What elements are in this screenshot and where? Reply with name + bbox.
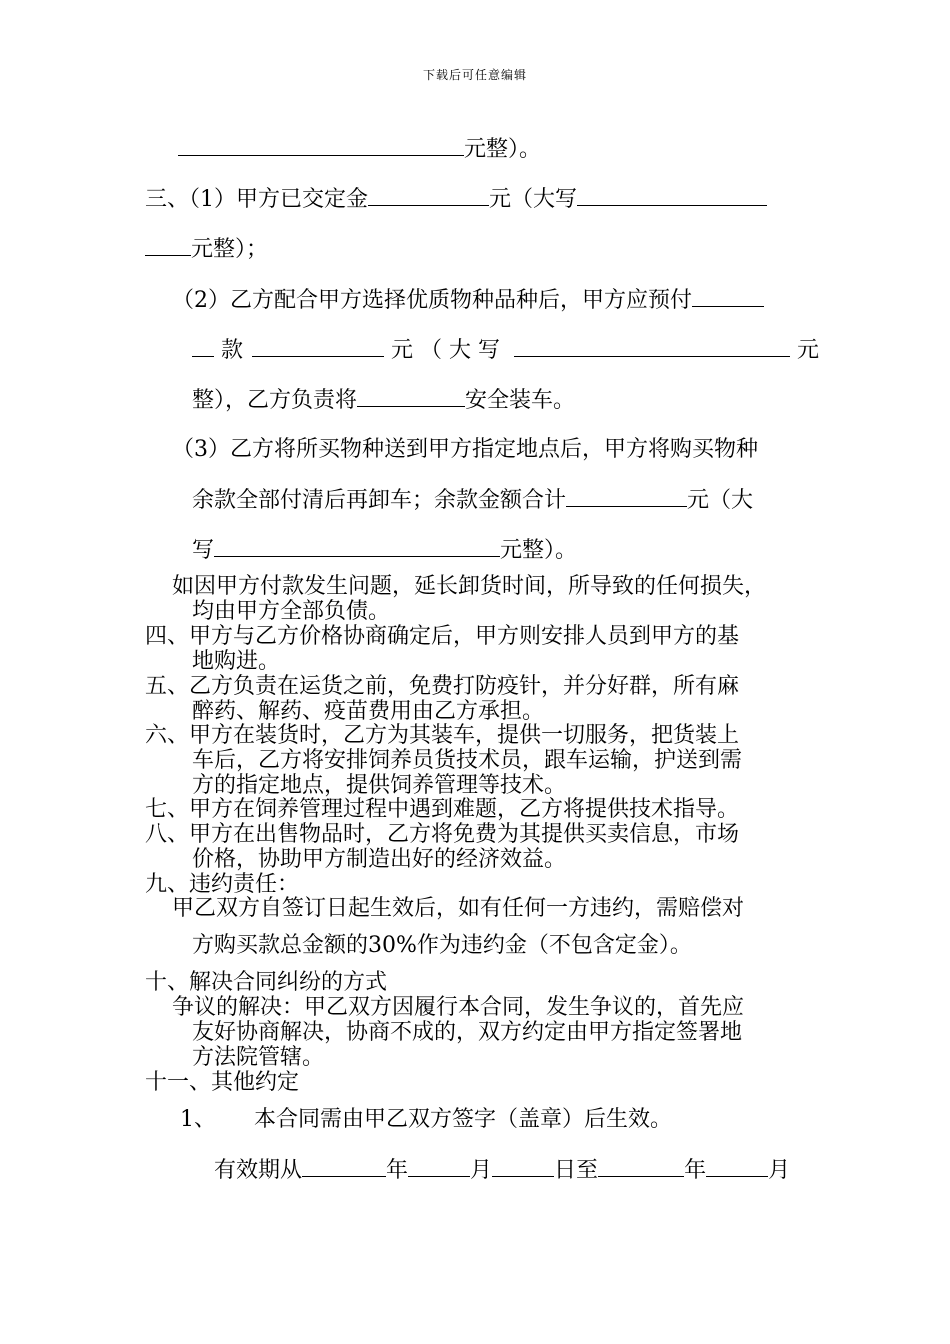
line-text: 月 xyxy=(768,1158,791,1183)
line-text: 安全装车。 xyxy=(465,388,576,413)
line-text: 元 xyxy=(797,338,820,363)
line-text: 七、甲方在饲养管理过程中遇到难题，乙方将提供技术指导。 xyxy=(145,797,740,822)
contract-line xyxy=(172,287,764,314)
contract-line xyxy=(145,1070,299,1096)
contract-line xyxy=(192,933,692,959)
line-text: 三、（1）甲方已交定金 xyxy=(145,187,368,212)
contract-line xyxy=(192,699,544,725)
blank-field xyxy=(514,337,790,357)
blank-field xyxy=(566,487,687,507)
line-text: （3）乙方将所买物种送到甲方指定地点后，甲方将购买物种 xyxy=(172,437,758,462)
line-text: 余款全部付清后再卸车；余款金额合计 xyxy=(192,488,567,513)
line-text: 五、乙方负责在运货之前，免费打防疫针，并分好群，所有麻 xyxy=(145,674,740,699)
blank-field xyxy=(252,337,384,357)
contract-line xyxy=(192,773,566,799)
contract-line xyxy=(192,387,575,414)
blank-field xyxy=(302,1157,386,1177)
contract-line xyxy=(192,1045,324,1071)
line-text: 元整）。 xyxy=(500,538,578,563)
line-text: 年 xyxy=(684,1158,707,1183)
line-text: 九、违约责任： xyxy=(145,872,300,897)
blank-field xyxy=(692,287,764,307)
blank-field xyxy=(492,1157,554,1177)
contract-line xyxy=(145,674,739,700)
line-text: 元（大写 xyxy=(489,187,578,212)
contract-line xyxy=(145,624,739,650)
line-text: 方的指定地点，提供饲养管理等技术。 xyxy=(192,773,567,798)
line-text: 均由甲方全部负债。 xyxy=(192,599,391,624)
line-text: 方购买款总金额的30%作为违约金（不包含定金）。 xyxy=(192,933,692,958)
line-text: 十一、其他约定 xyxy=(145,1070,300,1095)
contract-line xyxy=(172,437,758,463)
line-text: 日至 xyxy=(554,1158,599,1183)
line-text: 本合同需由甲乙双方签字（盖章）后生效。 xyxy=(254,1107,673,1132)
line-text: （2）乙方配合甲方选择优质物种品种后，甲方应预付 xyxy=(172,288,692,313)
line-text: 款 xyxy=(221,338,244,363)
blank-field xyxy=(145,236,191,256)
blank-field xyxy=(577,186,767,206)
contract-line xyxy=(178,136,541,163)
contract-line xyxy=(172,995,744,1021)
line-text: 十、解决合同纠纷的方式 xyxy=(145,970,388,995)
contract-line xyxy=(192,748,742,774)
line-text: 八、甲方在出售物品时，乙方将免费为其提供买卖信息，市场 xyxy=(145,822,740,847)
line-text: 整），乙方负责将 xyxy=(192,388,358,413)
contract-line xyxy=(172,574,766,600)
line-text: 元整）； xyxy=(191,237,269,262)
contract-line xyxy=(214,1157,790,1184)
line-text: 年 xyxy=(386,1158,409,1183)
contract-line xyxy=(192,599,390,625)
contract-line xyxy=(145,186,767,213)
blank-field xyxy=(706,1157,768,1177)
contract-line xyxy=(145,872,299,898)
blank-field xyxy=(214,537,500,557)
line-text: 有效期从 xyxy=(214,1158,303,1183)
line-text: 甲乙双方自签订日起生效后，如有任何一方违约，需赔偿对 xyxy=(172,896,745,921)
contract-line xyxy=(145,797,739,823)
line-text: 车后，乙方将安排饲养员货技术员，跟车运输，护送到需 xyxy=(192,748,743,773)
contract-line xyxy=(180,1107,672,1133)
blank-field xyxy=(408,1157,470,1177)
line-text: 元（大 xyxy=(687,488,754,513)
contract-line xyxy=(192,537,577,564)
line-text: 方法院管辖。 xyxy=(192,1045,325,1070)
line-text: 醉药、解药、疫苗费用由乙方承担。 xyxy=(192,699,545,724)
blank-field xyxy=(178,136,464,156)
line-text: 元（大写 xyxy=(391,338,508,363)
line-text: 六、甲方在装货时，乙方为其装车，提供一切服务，把货装上 xyxy=(145,723,740,748)
contract-line xyxy=(192,847,566,873)
contract-line xyxy=(192,649,280,675)
line-text: 地购进。 xyxy=(192,649,281,674)
blank-field xyxy=(192,337,214,357)
blank-field xyxy=(368,186,489,206)
line-text: 价格，协助甲方制造出好的经济效益。 xyxy=(192,847,567,872)
line-text: 如因甲方付款发生问题，延长卸货时间，所导致的任何损失， xyxy=(172,574,767,599)
line-text: 友好协商解决，协商不成的，双方约定由甲方指定签署地 xyxy=(192,1020,743,1045)
contract-line xyxy=(172,896,744,922)
contract-line xyxy=(192,337,819,364)
item-number: 1、 xyxy=(180,1107,216,1132)
contract-line xyxy=(145,970,387,996)
page-header: 下载后可任意编辑 xyxy=(422,68,527,82)
contract-line xyxy=(192,487,753,514)
line-text: 争议的解决：甲乙双方因履行本合同，发生争议的，首先应 xyxy=(172,995,745,1020)
line-text: 四、甲方与乙方价格协商确定后，甲方则安排人员到甲方的基 xyxy=(145,624,740,649)
contract-line xyxy=(145,236,268,263)
contract-line xyxy=(145,822,739,848)
blank-field xyxy=(598,1157,684,1177)
contract-line xyxy=(145,723,739,749)
contract-line xyxy=(192,1020,742,1046)
line-text: 写 xyxy=(192,538,215,563)
line-text: 元整）。 xyxy=(464,137,542,162)
blank-field xyxy=(357,387,465,407)
line-text: 月 xyxy=(470,1158,493,1183)
